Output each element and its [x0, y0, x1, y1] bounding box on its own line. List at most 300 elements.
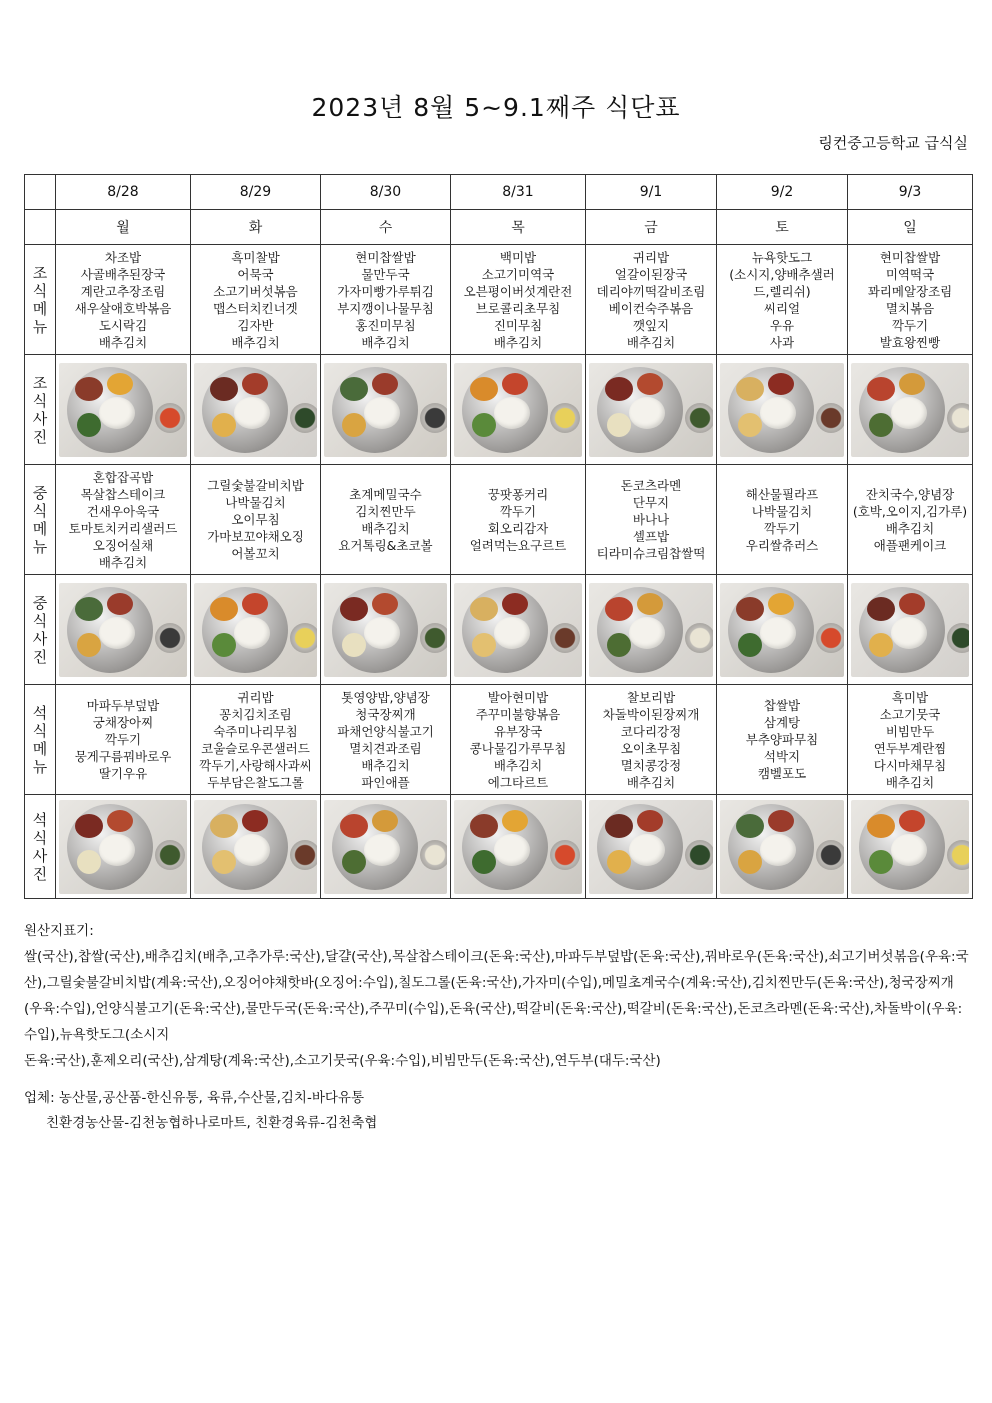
rice-shape — [629, 834, 665, 866]
menu-item: 새우살애호박볶음 — [74, 300, 172, 316]
side-dish-shape — [637, 593, 663, 615]
menu-item: (호박,오이지,김가루) — [852, 503, 968, 519]
menu-item: 미역떡국 — [885, 266, 935, 282]
side-dish-shape — [472, 850, 496, 874]
rice-shape — [760, 397, 796, 429]
dinner-photo-cell — [451, 795, 586, 899]
menu-item: 주꾸미불향볶음 — [475, 706, 561, 722]
menu-item: 얼려먹는요구르트 — [469, 537, 567, 553]
side-dish-shape — [768, 593, 794, 615]
date-cell: 8/31 — [451, 175, 586, 210]
side-dish-shape — [607, 850, 631, 874]
side-dish-shape — [472, 413, 496, 437]
day-cell: 일 — [848, 210, 973, 245]
soup-bowl-shape — [290, 623, 317, 653]
menu-item: 발효왕찐빵 — [879, 334, 941, 350]
menu-item: 현미찹쌀밥 — [355, 249, 416, 265]
menu-item: 유부장국 — [493, 723, 543, 739]
rice-shape — [760, 834, 796, 866]
school-name: 링컨중고등학교 급식실 — [818, 134, 968, 152]
side-dish-shape — [605, 814, 633, 838]
dinner-photo-cell — [586, 795, 717, 899]
side-dish-shape — [738, 850, 762, 874]
side-dish-shape — [869, 413, 893, 437]
menu-item: 어묵국 — [237, 266, 274, 282]
origin-line: 돈육:국산),훈제오리(국산),삼계탕(계육:국산),소고기뭇국(우육:수입),비빔만두(돈육:국산),연두부(대두:국산) — [24, 1053, 661, 1069]
rice-shape — [891, 834, 927, 866]
side-dish-shape — [342, 850, 366, 874]
label-char: 뉴 — [32, 757, 48, 776]
food-tray-photo — [589, 363, 713, 457]
label-char: 진 — [32, 864, 48, 883]
lunch-photo-label — [25, 575, 56, 685]
menu-item: 코다리강정 — [620, 723, 682, 739]
menu-item: 초계메밀국수 — [349, 486, 422, 502]
lunch-photo-cell — [191, 575, 321, 685]
side-dish-shape — [738, 633, 762, 657]
food-tray-photo — [59, 363, 187, 457]
dinner-photo-cell — [56, 795, 191, 899]
rice-shape — [494, 617, 530, 649]
soup-bowl-shape — [550, 403, 580, 433]
side-dish-shape — [768, 810, 794, 832]
food-tray-photo — [720, 363, 844, 457]
food-tray-photo — [324, 583, 447, 677]
side-dish-shape — [342, 633, 366, 657]
side-dish-shape — [470, 814, 498, 838]
menu-item: 회오리감자 — [487, 520, 549, 536]
lunch-menu-label — [25, 465, 56, 575]
dinner-menu-cell — [451, 685, 586, 795]
menu-item: 티라미슈크림찹쌀떡 — [596, 546, 706, 561]
breakfast-menu-cell — [586, 245, 717, 355]
dinner-photo-cell — [848, 795, 973, 899]
menu-item: 진미무침 — [493, 317, 543, 333]
menu-item: 사과 — [769, 334, 795, 350]
rice-shape — [364, 617, 400, 649]
side-dish-shape — [899, 373, 925, 395]
menu-item: 깍두기 — [763, 520, 801, 536]
rice-shape — [891, 617, 927, 649]
menu-item: 토마토치커리샐러드 — [68, 520, 178, 536]
menu-item: 가마보꼬야채오징 — [207, 529, 304, 544]
menu-item: 소고기뭇국 — [879, 706, 941, 722]
origin-line: 쌀(국산),찹쌀(국산),배추김치(배추,고추가루:국산),달걀(국산),목살찹스테이크(돈육:국산),마파두부덮밥(돈육:국산),꿔바로우(돈육:국산),쇠고기버섯볶음(우육:국산),그릴숯불갈비치밥(계육:국산),오징어야채핫바(오징어:수입),칠도그롤(돈육:국산),가자미(수입),메밀초계국수(계육:국산),김치찐만두(돈육:국산),청국장찌개(우육:수입),언양식불고기(돈육:국산),물만두국(돈육:국산),주꾸미(수입),돈육(국산),떡갈비(돈육:국산),떡갈비(돈육:국산),돈코츠라멘(돈육:국산),차돌박이(우육:수입),뉴욕핫도그(소시지 — [24, 949, 969, 1043]
menu-item: 브로콜리초무침 — [475, 300, 561, 316]
dinner-menu-cell — [191, 685, 321, 795]
label-char: 석 — [32, 703, 48, 722]
side-dish-shape — [637, 810, 663, 832]
dinner-menu-cell — [848, 685, 973, 795]
lunch-photo-cell — [321, 575, 451, 685]
rice-shape — [99, 834, 135, 866]
origin-notes — [24, 918, 970, 1074]
label-char: 사 — [32, 846, 48, 865]
side-dish-shape — [738, 413, 762, 437]
date-cell: 9/2 — [717, 175, 848, 210]
side-dish-shape — [736, 377, 764, 401]
rice-shape — [891, 397, 927, 429]
soup-bowl-shape — [155, 840, 185, 870]
menu-item: 현미찹쌀밥 — [879, 249, 941, 265]
food-tray-photo — [454, 800, 582, 894]
date-cell: 9/3 — [848, 175, 973, 210]
menu-item: 코울슬로우콘샐러드 — [201, 740, 310, 756]
side-dish-shape — [637, 373, 663, 395]
dinner-menu-cell — [586, 685, 717, 795]
menu-item: 우리쌀츄러스 — [745, 537, 819, 553]
menu-item: 돈코츠라멘 — [620, 478, 682, 493]
food-tray-photo — [589, 583, 713, 677]
breakfast-photo-cell — [191, 355, 321, 465]
breakfast-photo-label — [25, 355, 56, 465]
vendor-notes — [24, 1086, 970, 1136]
food-tray-photo — [851, 800, 969, 894]
breakfast-photo-cell — [717, 355, 848, 465]
food-tray-photo — [851, 363, 969, 457]
side-dish-shape — [242, 593, 268, 615]
menu-item: 삼계탕 — [763, 715, 801, 730]
breakfast-menu-cell — [717, 245, 848, 355]
menu-item: 애플팬케이크 — [873, 537, 947, 553]
dinner-menu-label — [25, 685, 56, 795]
dinner-photo-cell — [717, 795, 848, 899]
menu-item: 두부담은찰도그롤 — [207, 774, 304, 790]
rice-shape — [760, 617, 796, 649]
label-char: 식 — [32, 828, 48, 847]
menu-item: 궁채장아찌 — [92, 715, 154, 730]
menu-item: 파인애플 — [361, 774, 410, 790]
label-char: 조 — [32, 263, 48, 282]
label-char: 메 — [32, 519, 48, 538]
menu-item: 배추김치 — [626, 774, 676, 790]
breakfast-menu-cell — [451, 245, 586, 355]
menu-item: 배추김치 — [361, 757, 410, 773]
label-char: 식 — [32, 281, 48, 300]
side-dish-shape — [342, 413, 366, 437]
soup-bowl-shape — [816, 403, 844, 433]
label-char: 중 — [32, 593, 48, 612]
meal-table — [24, 174, 973, 899]
menu-item: 사골배추된장국 — [80, 266, 166, 282]
side-dish-shape — [502, 373, 528, 395]
menu-item: 깻잎지 — [632, 317, 670, 333]
lunch-photo-cell — [451, 575, 586, 685]
day-cell: 화 — [191, 210, 321, 245]
menu-item: 얼갈이된장국 — [614, 266, 688, 282]
rice-shape — [234, 834, 270, 866]
side-dish-shape — [472, 633, 496, 657]
menu-item: 뭉게구름꿔바로우 — [74, 749, 172, 764]
soup-bowl-shape — [947, 623, 969, 653]
side-dish-shape — [605, 377, 633, 401]
menu-item: 배추김치 — [626, 334, 676, 350]
menu-item: 혼합잡곡밥 — [92, 469, 154, 485]
breakfast-photo-cell — [56, 355, 191, 465]
rice-shape — [364, 834, 400, 866]
menu-item: 김치찐만두 — [355, 503, 416, 519]
dinner-photo-cell — [191, 795, 321, 899]
menu-item: 그릴숯불갈비치밥 — [207, 478, 304, 493]
menu-item: 차조밥 — [104, 249, 142, 265]
soup-bowl-shape — [155, 623, 185, 653]
label-char: 진 — [32, 647, 48, 666]
label-char: 석 — [32, 810, 48, 829]
side-dish-shape — [210, 814, 238, 838]
menu-item: 청국장찌개 — [355, 706, 416, 722]
menu-item: 건새우아욱국 — [86, 503, 160, 519]
menu-item: 찰보리밥 — [626, 689, 676, 705]
menu-item: 찹쌀밥 — [763, 698, 801, 713]
rice-shape — [99, 397, 135, 429]
menu-item: 어볼꼬치 — [231, 546, 280, 561]
soup-bowl-shape — [420, 623, 447, 653]
menu-item: 꽈리메알장조림 — [867, 283, 953, 299]
soup-bowl-shape — [947, 840, 969, 870]
menu-item: 가자미빵가루튀김 — [337, 283, 434, 299]
label-char: 식 — [32, 501, 48, 520]
side-dish-shape — [212, 633, 236, 657]
menu-item: 배추김치 — [361, 520, 410, 536]
food-tray-photo — [851, 583, 969, 677]
menu-item: 백미밥 — [499, 249, 537, 265]
side-dish-shape — [768, 373, 794, 395]
soup-bowl-shape — [816, 840, 844, 870]
lunch-photo-cell — [586, 575, 717, 685]
soup-bowl-shape — [685, 840, 713, 870]
day-cell: 목 — [451, 210, 586, 245]
date-row — [25, 175, 973, 210]
label-char: 메 — [32, 299, 48, 318]
side-dish-shape — [242, 373, 268, 395]
side-dish-shape — [210, 597, 238, 621]
menu-item: 에그타르트 — [487, 774, 549, 790]
side-dish-shape — [869, 850, 893, 874]
page-title: 2023년 8월 5~9.1째주 식단표 — [311, 93, 681, 122]
soup-bowl-shape — [420, 403, 447, 433]
menu-item: 뉴욕핫도그 — [751, 249, 813, 265]
breakfast-menu-cell — [848, 245, 973, 355]
lunch-menu-cell — [848, 465, 973, 575]
side-dish-shape — [607, 633, 631, 657]
menu-item: 드,렐리쉬) — [753, 283, 811, 299]
date-cell: 8/30 — [321, 175, 451, 210]
side-dish-shape — [899, 810, 925, 832]
menu-item: 맵스터치킨너겟 — [213, 300, 298, 316]
food-tray-photo — [589, 800, 713, 894]
side-dish-shape — [212, 413, 236, 437]
menu-item: 숙주미나리무침 — [213, 723, 298, 739]
lunch-photo-cell — [717, 575, 848, 685]
menu-item: 목살찹스테이크 — [80, 486, 166, 502]
menu-item: 베이컨숙주볶음 — [608, 300, 694, 316]
lunch-menu-cell — [717, 465, 848, 575]
day-cell: 수 — [321, 210, 451, 245]
rice-shape — [494, 834, 530, 866]
food-tray-photo — [454, 363, 582, 457]
lunch-photo-row — [25, 575, 973, 685]
soup-bowl-shape — [816, 623, 844, 653]
food-tray-photo — [194, 800, 317, 894]
dinner-photo-row — [25, 795, 973, 899]
lunch-menu-cell — [586, 465, 717, 575]
menu-item: 배추김치 — [885, 774, 935, 790]
label-char: 메 — [32, 739, 48, 758]
corner-cell — [25, 175, 56, 210]
food-tray-photo — [324, 363, 447, 457]
side-dish-shape — [607, 413, 631, 437]
label-char: 식 — [32, 391, 48, 410]
menu-item: 배추김치 — [885, 520, 935, 536]
menu-item: 귀리밥 — [237, 689, 274, 705]
menu-item: 물만두국 — [361, 266, 410, 282]
side-dish-shape — [210, 377, 238, 401]
label-char: 진 — [32, 427, 48, 446]
menu-item: 연두부계란찜 — [873, 740, 947, 756]
breakfast-photo-cell — [586, 355, 717, 465]
menu-item: 오븐평이버섯계란전 — [463, 283, 573, 299]
menu-item: 깍두기 — [104, 732, 142, 747]
side-dish-shape — [372, 810, 398, 832]
side-dish-shape — [212, 850, 236, 874]
label-char: 중 — [32, 483, 48, 502]
lunch-menu-row — [25, 465, 973, 575]
side-dish-shape — [899, 593, 925, 615]
side-dish-shape — [242, 810, 268, 832]
breakfast-menu-cell — [56, 245, 191, 355]
rice-shape — [234, 397, 270, 429]
food-tray-photo — [454, 583, 582, 677]
menu-item: 배추김치 — [493, 757, 543, 773]
breakfast-photo-cell — [848, 355, 973, 465]
soup-bowl-shape — [420, 840, 447, 870]
side-dish-shape — [502, 810, 528, 832]
label-char: 사 — [32, 409, 48, 428]
menu-item: 배추김치 — [98, 334, 148, 350]
side-dish-shape — [107, 810, 133, 832]
side-dish-shape — [867, 377, 895, 401]
origin-title: 원산지표기: — [24, 923, 94, 939]
menu-item: 깍두기 — [891, 317, 929, 333]
food-tray-photo — [324, 800, 447, 894]
menu-item: 나박물김치 — [225, 495, 286, 510]
side-dish-shape — [605, 597, 633, 621]
dinner-menu-cell — [56, 685, 191, 795]
lunch-menu-cell — [191, 465, 321, 575]
menu-item: 데리야끼떡갈비조림 — [596, 283, 706, 299]
dinner-menu-cell — [717, 685, 848, 795]
label-char: 뉴 — [32, 537, 48, 556]
side-dish-shape — [736, 814, 764, 838]
side-dish-shape — [867, 597, 895, 621]
menu-item: 소고기미역국 — [481, 266, 555, 282]
menu-item: 부지깽이나물무침 — [337, 300, 434, 316]
menu-item: 계란고추장조림 — [80, 283, 166, 299]
rice-shape — [234, 617, 270, 649]
side-dish-shape — [470, 377, 498, 401]
menu-item: 흑미밥 — [891, 689, 929, 705]
menu-item: 톳영양밥,양념장 — [341, 689, 430, 705]
menu-item: 해산물필라프 — [745, 486, 819, 502]
side-dish-shape — [869, 633, 893, 657]
label-char: 조 — [32, 373, 48, 392]
soup-bowl-shape — [550, 840, 580, 870]
rice-shape — [629, 617, 665, 649]
menu-item: 석박지 — [763, 749, 801, 764]
side-dish-shape — [75, 814, 103, 838]
side-dish-shape — [867, 814, 895, 838]
side-dish-shape — [75, 377, 103, 401]
menu-item: 딸기우유 — [98, 766, 148, 781]
menu-item: 멸치볶음 — [885, 300, 935, 316]
menu-item: 깍두기 — [499, 503, 537, 519]
menu-item: 배추김치 — [493, 334, 543, 350]
food-tray-photo — [194, 583, 317, 677]
menu-item: 셀프밥 — [632, 529, 670, 544]
menu-item: 다시마채무침 — [873, 757, 947, 773]
date-cell: 9/1 — [586, 175, 717, 210]
food-tray-photo — [59, 583, 187, 677]
side-dish-shape — [736, 597, 764, 621]
label-char: 식 — [32, 611, 48, 630]
breakfast-menu-label — [25, 245, 56, 355]
day-row — [25, 210, 973, 245]
label-char: 뉴 — [32, 317, 48, 336]
menu-item: 흑미찰밥 — [231, 249, 280, 265]
menu-item: 나박물김치 — [751, 503, 813, 519]
breakfast-menu-row — [25, 245, 973, 355]
side-dish-shape — [107, 373, 133, 395]
breakfast-menu-cell — [191, 245, 321, 355]
menu-item: 오이무침 — [231, 512, 280, 527]
menu-item: 도시락김 — [98, 317, 148, 333]
menu-item: 캠벨포도 — [757, 766, 807, 781]
breakfast-photo-cell — [321, 355, 451, 465]
menu-item: 소고기버섯볶음 — [213, 283, 298, 299]
menu-item: 배추김치 — [98, 554, 148, 570]
day-cell: 금 — [586, 210, 717, 245]
breakfast-photo-row — [25, 355, 973, 465]
dinner-menu-cell — [321, 685, 451, 795]
soup-bowl-shape — [947, 403, 969, 433]
food-tray-photo — [194, 363, 317, 457]
side-dish-shape — [372, 593, 398, 615]
soup-bowl-shape — [550, 623, 580, 653]
menu-item: 우유 — [769, 317, 795, 333]
menu-item: 파채언양식불고기 — [337, 723, 434, 739]
menu-item: 깍두기,사랑해사과씨 — [199, 757, 312, 773]
side-dish-shape — [107, 593, 133, 615]
menu-item: 배추김치 — [231, 334, 280, 350]
menu-item: 바나나 — [632, 512, 670, 527]
dinner-menu-row — [25, 685, 973, 795]
side-dish-shape — [77, 413, 101, 437]
rice-shape — [364, 397, 400, 429]
menu-item: 꿍팟퐁커리 — [487, 486, 549, 502]
menu-item: 귀리밥 — [632, 249, 670, 265]
rice-shape — [494, 397, 530, 429]
food-tray-photo — [59, 800, 187, 894]
corner-cell — [25, 210, 56, 245]
menu-item: 멸치견과조림 — [349, 740, 422, 756]
vendor-line: 업체: 농산물,공산품-한신유통, 육류,수산물,김치-바다유통 — [24, 1090, 364, 1106]
side-dish-shape — [75, 597, 103, 621]
breakfast-photo-cell — [451, 355, 586, 465]
lunch-photo-cell — [848, 575, 973, 685]
menu-item: 마파두부덮밥 — [86, 698, 160, 713]
side-dish-shape — [77, 633, 101, 657]
dinner-photo-cell — [321, 795, 451, 899]
